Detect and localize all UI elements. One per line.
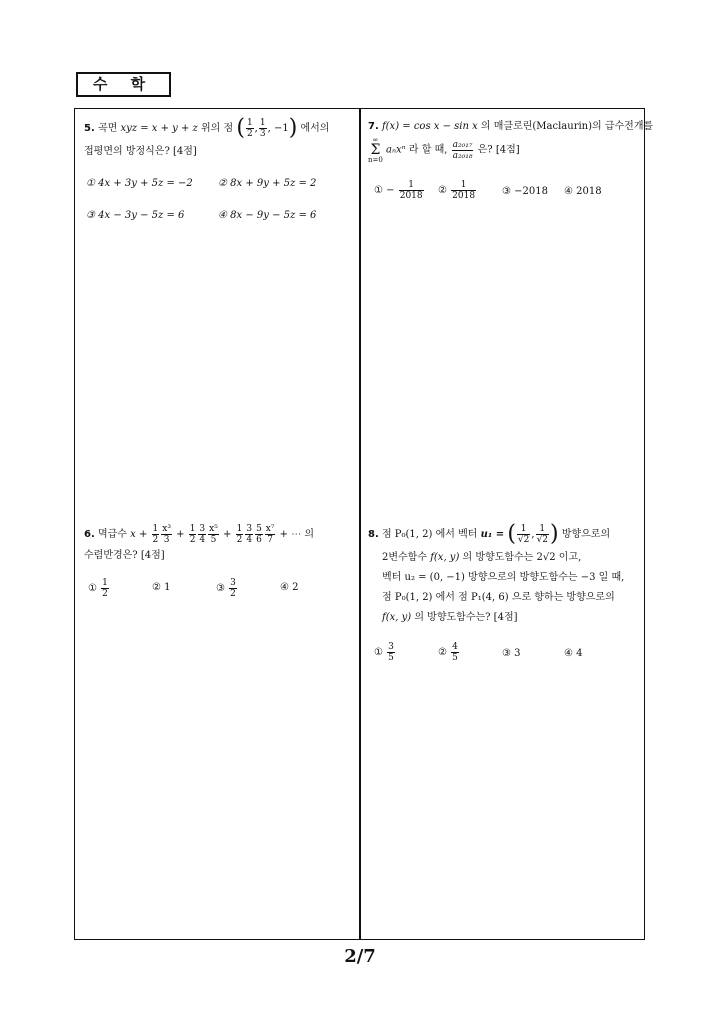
- q8-paren-open: (: [507, 521, 516, 547]
- q5-text2: 위의 점: [200, 123, 234, 134]
- q8-u1: u₁ =: [480, 529, 505, 540]
- q5-text3: 에서의: [300, 123, 330, 134]
- q6-x: x: [130, 529, 136, 540]
- q6-tail: + ⋯ 의: [279, 529, 315, 540]
- q7-sum: ∞ Σ n=0: [368, 136, 383, 164]
- q6-line2: 수렴반경은? [4점]: [84, 550, 165, 561]
- q8-text1: 점 P₀(1, 2) 에서 벡터: [381, 529, 478, 540]
- q8-paren-close: ): [550, 521, 559, 547]
- q5-line2: 접평면의 방정식은? [4점]: [84, 146, 197, 157]
- q8-choice-3: ③ 3: [502, 648, 521, 659]
- q8-line5: f(x, y) 의 방향도함수는? [4점]: [382, 612, 518, 623]
- q7-choice-4: ④ 2018: [564, 186, 602, 197]
- q6-choice-2: ② 1: [152, 582, 171, 593]
- question-8: [368, 521, 642, 625]
- q6-frac-4: $\frac{3}{4}$: [199, 524, 206, 545]
- q6-frac-8: $\frac{5}{6}$: [256, 524, 262, 545]
- q5-choice-4: ④ 8x − 9y − 5z = 6: [218, 210, 317, 221]
- q6-frac-3: $\frac{1}{2}$: [189, 524, 196, 545]
- q6-choice-1: ① $\frac{1}{2}$: [88, 578, 108, 599]
- q7-choice-2: ② $\frac{1}{2018}$: [438, 180, 476, 201]
- q6-frac-9: $\frac{\text{x⁷}}{7}$: [265, 524, 275, 545]
- q5-text1: 곡면: [97, 123, 118, 134]
- question-7: [368, 120, 654, 164]
- q8-choice-2: ② $\frac{4}{5}$: [438, 642, 458, 663]
- q8-choice-1: ① $\frac{3}{5}$: [374, 642, 394, 663]
- q6-frac-2: $\frac{\text{x³}}{3}$: [162, 524, 171, 545]
- column-divider: [359, 108, 361, 940]
- q7-ratio: $\frac{\text{a₂₀₁₇}}{\text{a₂₀₁₈}}$: [452, 139, 473, 161]
- q5-pt-c: −1: [273, 123, 289, 134]
- q8-frac-1: $\frac{1}{√2}$: [517, 524, 530, 545]
- q7-text3: 은? [4점]: [477, 144, 520, 156]
- q5-choice-1: ① 4x + 3y + 5z = −2: [86, 178, 193, 189]
- subject-title: 수 학: [76, 72, 171, 97]
- q5-frac-b: $\frac{1}{3}$: [259, 118, 266, 139]
- q7-choice-3: ③ −2018: [502, 186, 548, 197]
- q8-line1: 8. 점 P₀(1, 2) 에서 벡터 u₁ = ( $\frac{1}{√2}$ , $\frac{1}{√2}$ ) 방향으로의: [368, 521, 611, 547]
- q7-text1: 의 매클로린(Maclaurin)의 급수전개를: [480, 121, 654, 132]
- q7-func: f(x) = cos x − sin x: [381, 121, 478, 132]
- q5-paren-open: (: [236, 115, 245, 141]
- page-number: 2/7: [344, 946, 376, 967]
- question-5: [84, 115, 354, 159]
- q6-frac-1: $\frac{1}{2}$: [152, 524, 159, 545]
- q6-frac-5: $\frac{\text{x⁵}}{5}$: [209, 524, 218, 545]
- q8-line3: 벡터 u₂ = (0, −1) 방향으로의 방향도함수는 −3 일 때,: [382, 572, 625, 583]
- q6-frac-6: $\frac{1}{2}$: [236, 524, 243, 545]
- q5-choice-2: ② 8x + 9y + 5z = 2: [218, 178, 317, 189]
- q8-choice-4: ④ 4: [564, 648, 583, 659]
- q6-number: 6.: [84, 529, 95, 540]
- q6-text1: 멱급수: [97, 529, 127, 540]
- q8-text2: 방향으로의: [561, 529, 611, 540]
- q8-frac-2: $\frac{1}{√2}$: [536, 524, 549, 545]
- q8-number: 8.: [368, 529, 379, 540]
- q5-paren-close: ): [288, 115, 298, 141]
- q6-frac-7: $\frac{3}{4}$: [246, 524, 253, 545]
- q5-number: 5.: [84, 123, 95, 134]
- q7-number: 7.: [368, 121, 379, 132]
- q7-text2: 라 할 때,: [408, 144, 448, 156]
- question-6: [84, 524, 356, 563]
- q7-choice-1: ① − $\frac{1}{2018}$: [374, 180, 423, 201]
- q6-choice-3: ③ $\frac{3}{2}$: [216, 578, 236, 599]
- q6-choice-4: ④ 2: [280, 582, 299, 593]
- q6-line1: 6. 멱급수 x + $\frac{1}{2}$ $\frac{\text{x³}}{3}$ + $\frac{1}{2}$ $\frac{3}{4}$ $\frac{\text{x⁵}}{5}$ + $\frac{1}{2}$ $\frac{3}{4}$ $\frac{5}{6}$ $\frac{\text{x⁷}}{7}$ + ⋯ 의: [84, 524, 315, 545]
- q7-line1: [368, 120, 654, 134]
- q5-frac-a: $\frac{1}{2}$: [246, 118, 253, 139]
- q7-term: aₙxⁿ: [386, 144, 406, 156]
- q5-line1: 5. 곡면 xyz = x + y + z 위의 점 ( $\frac{1}{2}$ , $\frac{1}{3}$ , −1) 에서의: [84, 115, 330, 141]
- q5-choice-3: ③ 4x − 3y − 5z = 6: [86, 210, 185, 221]
- q8-line2: 2변수함수 f(x, y) 의 방향도함수는 2√2 이고,: [382, 552, 582, 563]
- q5-surface: xyz = x + y + z: [120, 123, 198, 134]
- q8-line4: 점 P₀(1, 2) 에서 점 P₁(4, 6) 으로 향하는 방향으로의: [382, 592, 615, 603]
- q7-line2: [368, 136, 640, 164]
